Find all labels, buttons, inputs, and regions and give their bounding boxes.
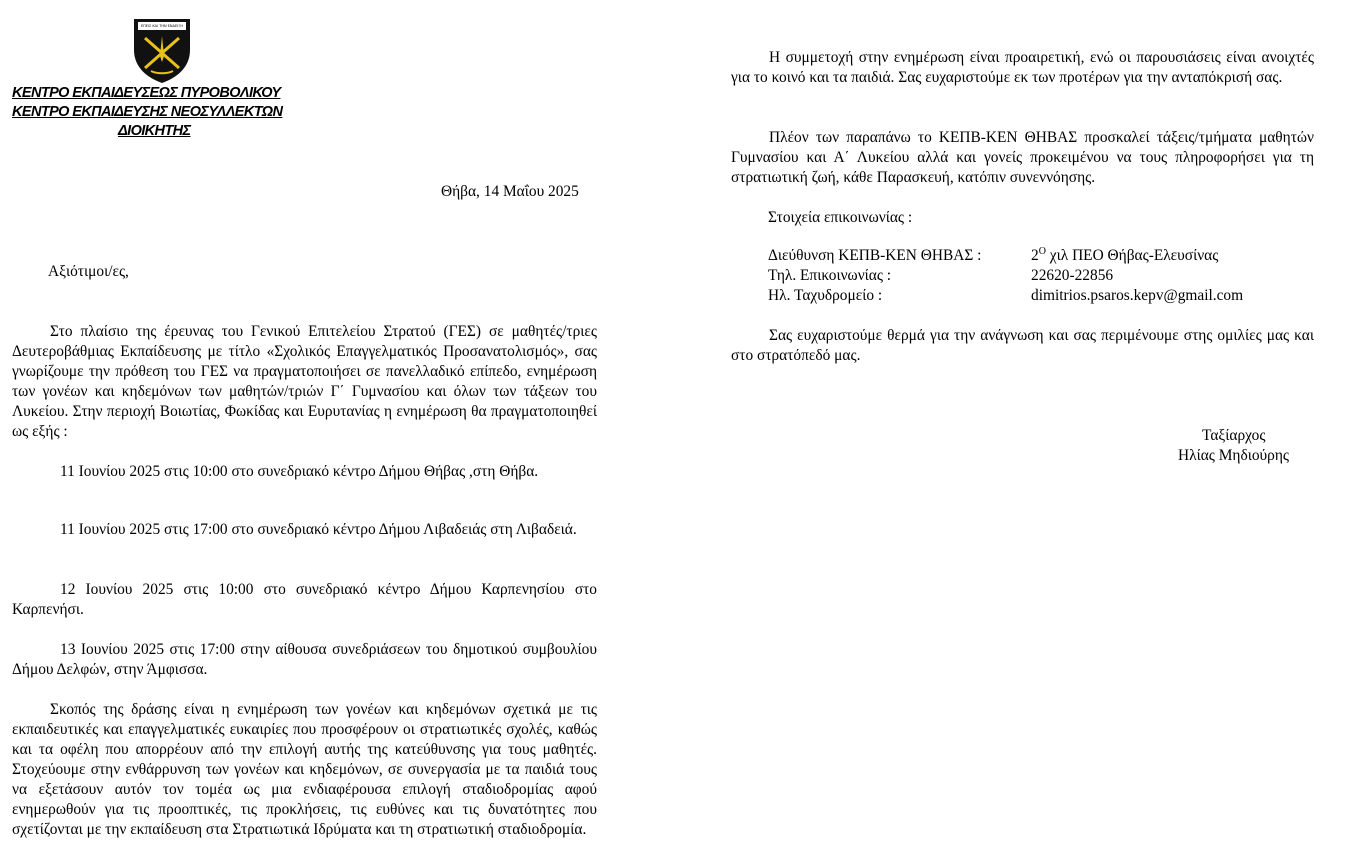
emblem-motto: ΕΠΕΙΣ ΚΑΙ ΤΗΝ ΕΝΔΕΙΞΗ [140, 24, 184, 28]
event-item: 11 Ιουνίου 2025 στις 10:00 στο συνεδριακό κέντρο Δήμου Θήβας ,στη Θήβα. [60, 463, 539, 480]
phone-label: Τηλ. Επικοινωνίας : [768, 267, 892, 284]
signature-name: Ηλίας Μηδιούρης [1178, 447, 1289, 464]
email-value[interactable]: dimitrios.psaros.kepv@gmail.com [1031, 287, 1244, 304]
purpose-paragraph: Σκοπός της δράσης είναι η ενημέρωση των γονέων και κηδεμόνων σχετικά με τις εκπαιδευτικές και επαγγελματικές ευκαιρίες που προσφέρουν οι στρατιωτικές σχολές, καθώς και τα οφέλη που απορρέουν από την επιλογή αυτής της κατεύθυνσης για τους μαθητές. Στοχεύουμε στην ενθάρρυνση των γονέων και κηδεμόνων, σε συνεργασία με τα παιδιά τους να εξετάσουν αυτόν τον τομέα ως μια ενδιαφέρουσα επιλογή σταδιοδρομίας αφού ενημερωθούν για τις προοπτικές, τις προκλήσεις, τις ευθύνες και τις δυνατότητες που σχετίζονται με την εκπαίδευση στα Στρατιωτικά Ιδρύματα και τη στρατιωτική σταδιοδρομία. [12, 701, 597, 838]
letterhead [12, 84, 342, 141]
letterhead-line-3: ΔΙΟΙΚΗΤΗΣ [118, 123, 191, 139]
event-item: 13 Ιουνίου 2025 στις 17:00 στην αίθουσα συνεδριάσεων του δημοτικού συμβουλίου Δήμου Δελφών, στην Άμφισσα. [12, 641, 597, 678]
closing-paragraph: Σας ευχαριστούμε θερμά για την ανάγνωση και σας περιμένουμε στης ομιλίες μας και στο στρατόπεδό μας. [731, 327, 1314, 364]
email-label: Ηλ. Ταχυδρομείο : [768, 287, 883, 304]
letterhead-line-2: ΚΕΝΤΡΟ ΕΚΠΑΙΔΕΥΣΗΣ ΝΕΟΣΥΛΛΕΚΤΩΝ [12, 104, 283, 120]
participation-paragraph: Η συμμετοχή στην ενημέρωση είναι προαιρετική, ενώ οι παρουσιάσεις είναι ανοιχτές για το κοινό και τα παιδιά. Σας ευχαριστούμε εκ των προτέρων για την ανταπόκρισή σας. [731, 49, 1314, 86]
address-label: Διεύθυνση ΚΕΠΒ-ΚΕΝ ΘΗΒΑΣ : [768, 247, 982, 264]
invitation-paragraph: Πλέον των παραπάνω το ΚΕΠΒ-ΚΕΝ ΘΗΒΑΣ προσκαλεί τάξεις/τμήματα μαθητών Γυμνασίου και Α΄ Λυκείου αλλά και γονείς προκειμένου να τους πληροφορήσει για τη στρατιωτική ζωή, κάθε Παρασκευή, κατόπιν συνεννόησης. [731, 129, 1314, 186]
letter-date: Θήβα, 14 Μαΐου 2025 [441, 183, 579, 200]
address-value: $2^O$ χιλ ΠΕΟ Θήβας-Ελευσίνας [1031, 246, 1219, 264]
letterhead-line-1: ΚΕΝΤΡΟ ΕΚΠΑΙΔΕΥΣΕΩΣ ΠΥΡΟΒΟΛΙΚΟΥ [12, 85, 281, 101]
event-item: 12 Ιουνίου 2025 στις 10:00 στο συνεδριακό κέντρο Δήμου Καρπενησίου στο Καρπενήσι. [12, 581, 597, 618]
signature-rank: Ταξίαρχος [1202, 427, 1266, 444]
event-item: 11 Ιουνίου 2025 στις 17:00 στο συνεδριακό κέντρο Δήμου Λιβαδειάς στη Λιβαδειά. [60, 521, 577, 538]
phone-value: 22620-22856 [1031, 267, 1114, 284]
greeting: Αξιότιμοι/ες, [48, 263, 129, 280]
contact-title: Στοιχεία επικοινωνίας : [768, 209, 913, 226]
intro-paragraph: Στο πλαίσιο της έρευνας του Γενικού Επιτελείου Στρατού (ΓΕΣ) σε μαθητές/τριες Δευτεροβάθμιας Εκπαίδευσης με τίτλο «Σχολικός Επαγγελματικός Προσανατολισμός», σας γνωρίζουμε την πρόθεση του ΓΕΣ να πραγματοποιήσει σε πανελλαδικό επίπεδο, ενημέρωση των γονέων και κηδεμόνων των μαθητών/τριών Γ΄ Γυμνασίου και όλων των τάξεων του Λυκείου. Στην περιοχή Βοιωτίας, Φωκίδας και Ευρυτανίας η ενημέρωση θα πραγματοποιηθεί ως εξής : [12, 323, 597, 440]
unit-emblem [131, 16, 193, 84]
